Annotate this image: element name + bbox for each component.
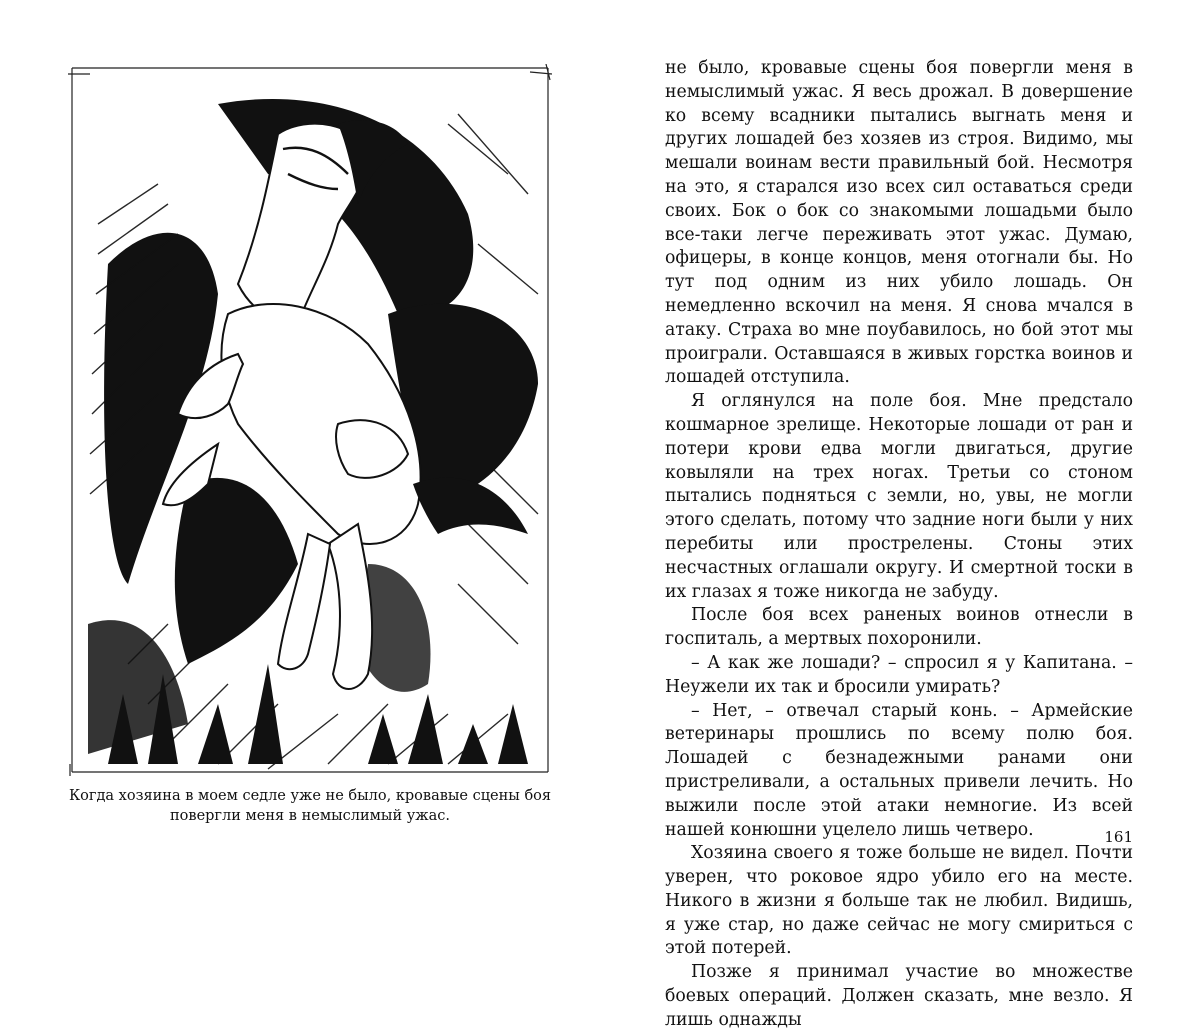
paragraph: Я оглянулся на поле боя. Мне предстало кошмарное зрелище. Некоторые лошади от ран и потери крови едва могли двигаться, другие ковыляли на трех ногах. Третьи со стоном пытались подняться с земли, но, увы, не могли этого сделать, потому что задние ноги были у них перебиты или прострелены. Стоны этих несчастных оглашали округу. И смертной тоски в их глазах я тоже никогда не забуду. [665, 391, 1133, 602]
illustration-caption: Когда хозяина в моем седле уже не было, кровавые сцены боя повергли меня в немыслимый ужас. [68, 788, 552, 824]
left-page [0, 0, 600, 894]
paragraph: После боя всех раненых воинов отнесли в госпиталь, а мертвых похоронили. [665, 605, 1133, 650]
right-page [600, 0, 1200, 1030]
page-number: 161 [1104, 828, 1133, 846]
paragraph: Позже я принимал участие во множестве боевых операций. Должен сказать, мне везло. Я лишь однажды [665, 962, 1133, 1030]
paragraph: – Нет, – отвечал старый конь. – Армейские ветеринары прошлись по всему полю боя. Лошадей с безнадежными ранами они пристреливали, а остальных привели лечить. Но выжили после этой атаки немногие. Из всей нашей конюшни уцелело лишь четверо. [665, 700, 1133, 840]
paragraph: – А как же лошади? – спросил я у Капитана. – Неужели их так и бросили умирать? [665, 652, 1133, 697]
rearing-horse-icon [68, 64, 552, 776]
body-text [665, 57, 1133, 1033]
paragraph: не было, кровавые сцены боя повергли меня в немыслимый ужас. Я весь дрожал. В довершение ко всему всадники пытались выгнать меня и других лошадей без хозяев из строя. Видимо, мы мешали воинам вести правильный бой. Несмотря на это, я старался изо всех сил оставаться среди своих. Бок о бок со знакомыми лошадьми было все-таки легче переживать этот ужас. Думаю, офицеры, в конце концов, меня отогнали бы. Но тут под одним из них убило лошадь. Он немедленно вскочил на меня. Я снова мчался в атаку. Страха во мне поубавилось, но бой этот мы проиграли. Оставшаяся в живых горстка воинов и лошадей отступила. [665, 58, 1133, 388]
paragraph: Хозяина своего я тоже больше не видел. Почти уверен, что роковое ядро убило его на месте. Никого в жизни я больше так не любил. Видишь, я уже стар, но даже сейчас не могу смириться с этой потерей. [665, 843, 1133, 959]
horse-illustration [68, 64, 552, 776]
